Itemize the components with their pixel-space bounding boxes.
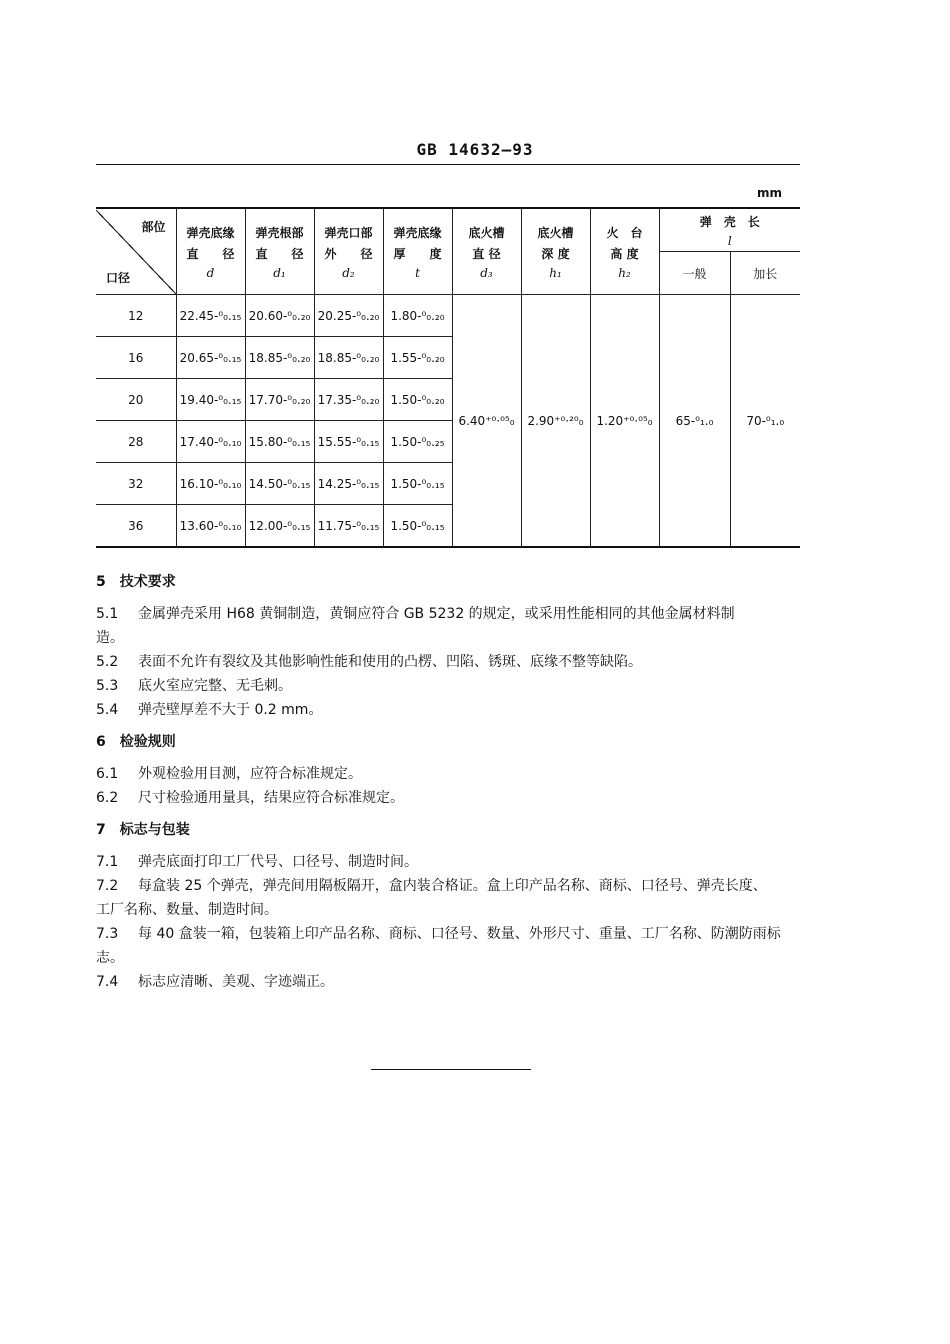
- clause-continuation: 工厂名称、数量、制造时间。: [96, 902, 278, 918]
- corner-cell: [96, 208, 176, 295]
- clause-text: 底火室应完整、无毛刺。: [138, 678, 292, 694]
- cell-d: 17.40-⁰₀.₁₀: [176, 421, 245, 463]
- clause-number: 7.3: [96, 926, 119, 942]
- clause-number: 5.2: [96, 654, 119, 670]
- shared-h2: 1.20⁺⁰·⁰⁵₀: [590, 295, 659, 548]
- header-d2: 弹壳口部 外 径 d₂: [314, 208, 383, 295]
- unit-label: mm: [757, 186, 783, 200]
- clause: [96, 850, 806, 874]
- cell-d1: 12.00-⁰₀.₁₅: [245, 505, 314, 548]
- clause-number: 6.1: [96, 766, 119, 782]
- header-d: 弹壳底缘 直 径 d: [176, 208, 245, 295]
- cell-d: 13.60-⁰₀.₁₀: [176, 505, 245, 548]
- clause: [96, 762, 806, 786]
- clause: [96, 874, 806, 898]
- header-h2: 火 台 高 度 h₂: [590, 208, 659, 295]
- cell-d: 19.40-⁰₀.₁₅: [176, 379, 245, 421]
- cell-d1: 14.50-⁰₀.₁₅: [245, 463, 314, 505]
- corner-top-label: 部位: [141, 219, 166, 234]
- clause: [96, 970, 806, 994]
- clause-number: 6.2: [96, 790, 119, 806]
- cell-d1: 20.60-⁰₀.₂₀: [245, 295, 314, 337]
- clause-continuation: 志。: [96, 950, 124, 966]
- caliber-cell: 20: [96, 379, 176, 421]
- shared-h1: 2.90⁺⁰·²⁰₀: [521, 295, 590, 548]
- shared-length-general: 65-⁰₁.₀: [659, 295, 730, 548]
- cell-d2: 20.25-⁰₀.₂₀: [314, 295, 383, 337]
- clause-text: 每盒装 25 个弹壳，弹壳间用隔板隔开，盒内装合格证。盒上印产品名称、商标、口径号、弹壳长度、: [138, 878, 767, 894]
- table-row: [96, 295, 800, 337]
- dimension-table: [96, 207, 800, 548]
- corner-bottom-label: 口径: [106, 270, 131, 285]
- clause-number: 5.1: [96, 606, 119, 622]
- caliber-cell: 12: [96, 295, 176, 337]
- header-h1: 底火槽 深 度 h₁: [521, 208, 590, 295]
- header-length-group: 弹 壳 长 l: [659, 208, 800, 252]
- section-heading: 7 标志与包装: [96, 822, 190, 838]
- clause-text: 外观检验用目测，应符合标准规定。: [138, 766, 362, 782]
- clause-number: 5.3: [96, 678, 119, 694]
- cell-d: 16.10-⁰₀.₁₀: [176, 463, 245, 505]
- cell-t: 1.50-⁰₀.₂₅: [383, 421, 452, 463]
- cell-d2: 18.85-⁰₀.₂₀: [314, 337, 383, 379]
- header-t: 弹壳底缘 厚 度 t: [383, 208, 452, 295]
- clause-continuation: 造。: [96, 630, 124, 646]
- section-heading: 5 技术要求: [96, 574, 176, 590]
- clause-number: 5.4: [96, 702, 119, 718]
- header-length-general: 一般: [659, 252, 730, 295]
- cell-d: 22.45-⁰₀.₁₅: [176, 295, 245, 337]
- cell-d: 20.65-⁰₀.₁₅: [176, 337, 245, 379]
- cell-d1: 15.80-⁰₀.₁₅: [245, 421, 314, 463]
- clause-number: 7.2: [96, 878, 119, 894]
- clause: [96, 698, 806, 722]
- body-text: [96, 562, 806, 994]
- header-d3: 底火槽 直 径 d₃: [452, 208, 521, 295]
- cell-t: 1.80-⁰₀.₂₀: [383, 295, 452, 337]
- section-heading: 6 检验规则: [96, 734, 176, 750]
- clause-number: 7.1: [96, 854, 119, 870]
- cell-d1: 18.85-⁰₀.₂₀: [245, 337, 314, 379]
- cell-t: 1.50-⁰₀.₁₅: [383, 463, 452, 505]
- clause-text: 金属弹壳采用 H68 黄铜制造，黄铜应符合 GB 5232 的规定，或采用性能相同的其他金属材料制: [138, 606, 735, 622]
- clause-text: 表面不允许有裂纹及其他影响性能和使用的凸楞、凹陷、锈斑、底缘不整等缺陷。: [138, 654, 642, 670]
- cell-t: 1.50-⁰₀.₂₀: [383, 379, 452, 421]
- cell-t: 1.50-⁰₀.₁₅: [383, 505, 452, 548]
- clause: [96, 786, 806, 810]
- shared-length-long: 70-⁰₁.₀: [730, 295, 800, 548]
- clause: [96, 922, 806, 946]
- clause-number: 7.4: [96, 974, 119, 990]
- cell-d2: 17.35-⁰₀.₂₀: [314, 379, 383, 421]
- document-code: GB 14632—93: [416, 140, 534, 159]
- end-rule: [371, 1069, 531, 1070]
- caliber-cell: 32: [96, 463, 176, 505]
- clause-text: 标志应清晰、美观、字迹端正。: [138, 974, 334, 990]
- cell-d2: 14.25-⁰₀.₁₅: [314, 463, 383, 505]
- clause-text: 尺寸检验通用量具，结果应符合标准规定。: [138, 790, 404, 806]
- cell-d2: 11.75-⁰₀.₁₅: [314, 505, 383, 548]
- clause-text: 每 40 盒装一箱，包装箱上印产品名称、商标、口径号、数量、外形尺寸、重量、工厂名称、防潮防雨标: [138, 926, 781, 942]
- cell-d1: 17.70-⁰₀.₂₀: [245, 379, 314, 421]
- clause-text: 弹壳底面打印工厂代号、口径号、制造时间。: [138, 854, 418, 870]
- clause-text: 弹壳壁厚差不大于 0.2 mm。: [138, 702, 323, 718]
- caliber-cell: 28: [96, 421, 176, 463]
- caliber-cell: 16: [96, 337, 176, 379]
- clause: [96, 650, 806, 674]
- clause: [96, 602, 806, 626]
- header-d1: 弹壳根部 直 径 d₁: [245, 208, 314, 295]
- cell-d2: 15.55-⁰₀.₁₅: [314, 421, 383, 463]
- header-length-long: 加长: [730, 252, 800, 295]
- shared-d3: 6.40⁺⁰·⁰⁵₀: [452, 295, 521, 548]
- caliber-cell: 36: [96, 505, 176, 548]
- clause: [96, 674, 806, 698]
- cell-t: 1.55-⁰₀.₂₀: [383, 337, 452, 379]
- header-rule: [96, 164, 800, 165]
